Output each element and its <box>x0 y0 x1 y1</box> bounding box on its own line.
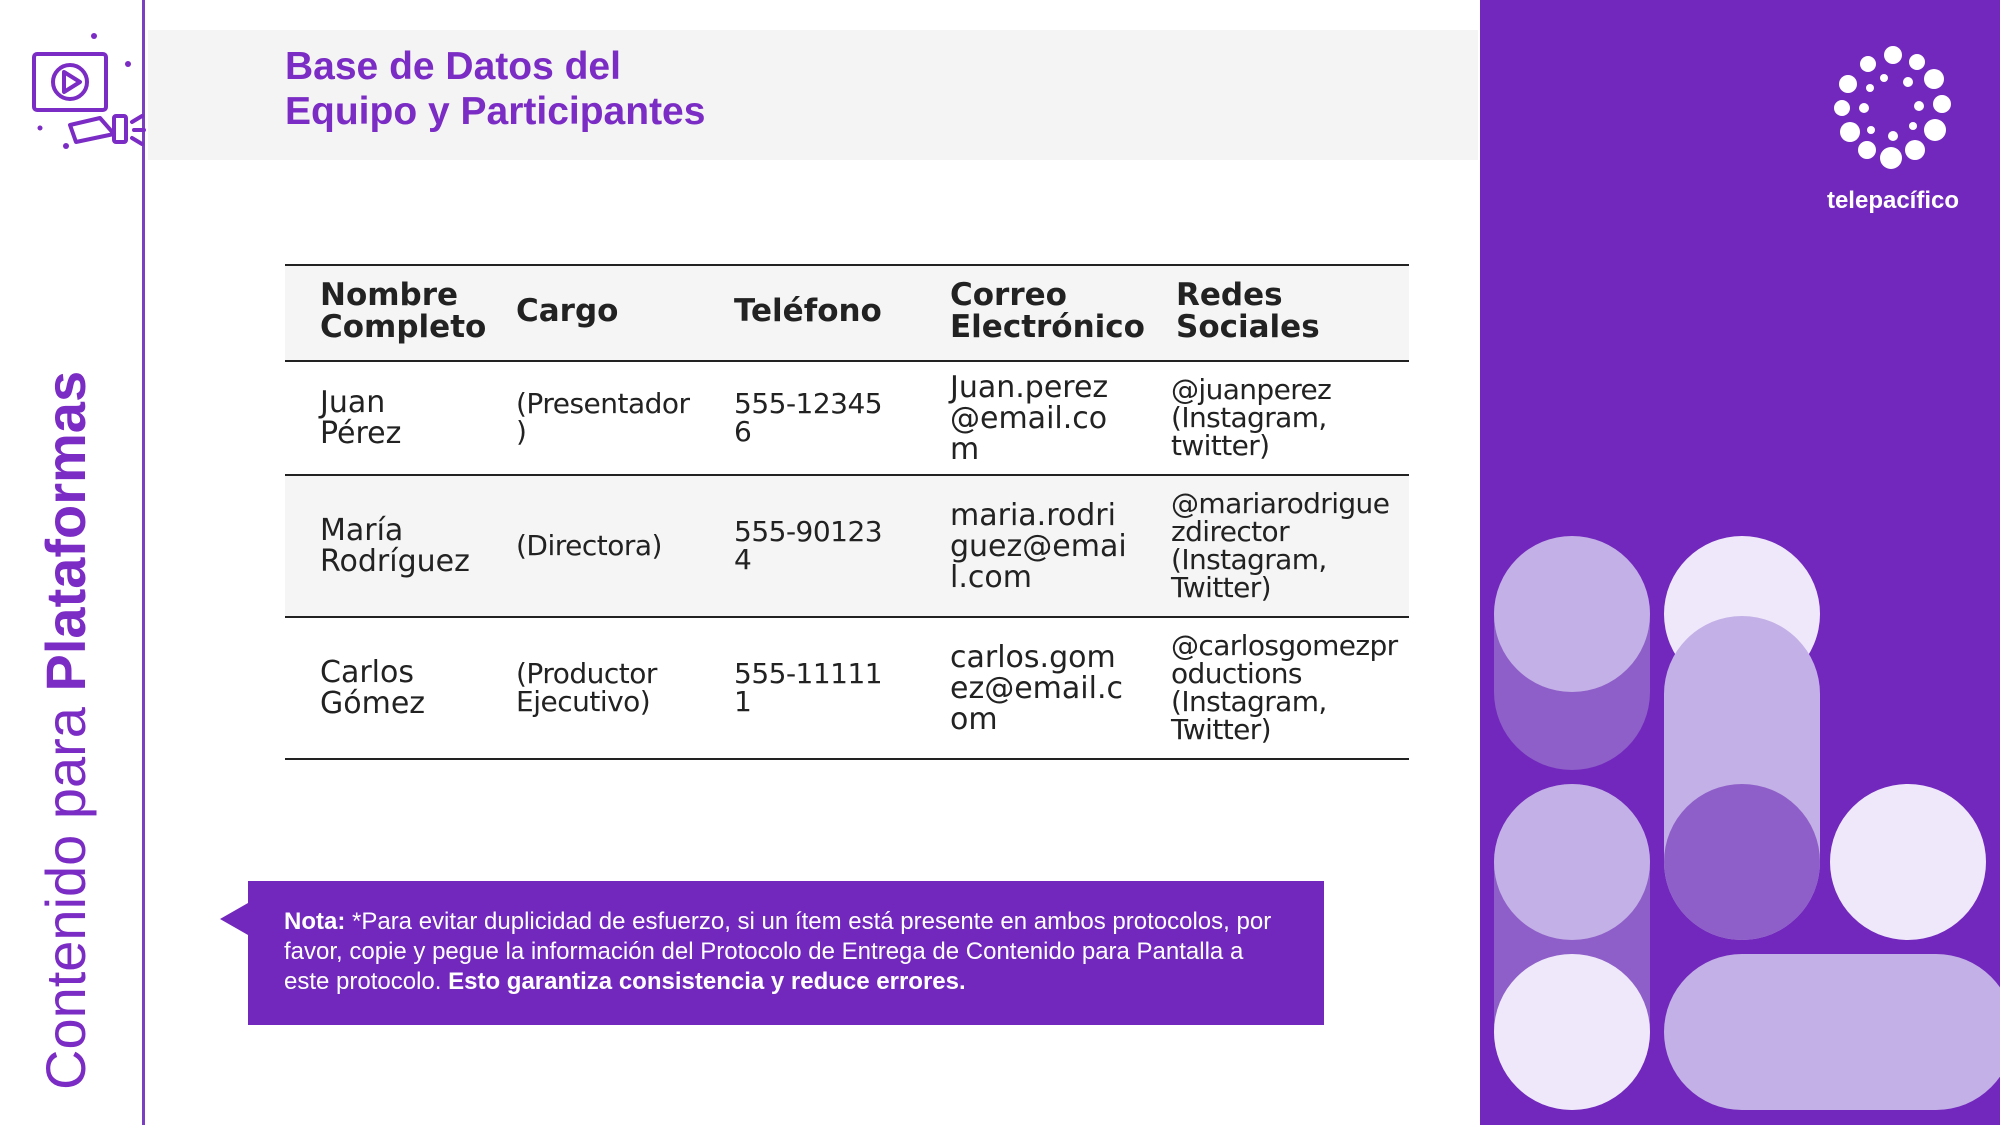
header-role: Cargo <box>481 265 699 361</box>
cell-email: carlos.gomez@email.com <box>915 617 1141 759</box>
page-title-line-1: Base de Datos del <box>285 45 621 88</box>
cell-name: Carlos Gómez <box>285 617 481 759</box>
note-body: *Para evitar duplicidad de esfuerzo, si un ítem está presente en ambos protocolos, por favor, copie y pegue la información del Protocolo de Entrega de Contenido para Pantalla a este protocolo. <box>284 908 1272 995</box>
cell-phone: 555-90123 4 <box>699 475 915 617</box>
cell-email: Juan.perez@email.com <box>915 361 1141 475</box>
section-title-bold: Plataformas <box>34 370 97 692</box>
cell-social: @juanperez (Instagram, twitter) <box>1141 361 1409 475</box>
header-phone: Teléfono <box>699 265 915 361</box>
header-band <box>148 30 1478 160</box>
header-name: Nombre Completo <box>285 265 481 361</box>
page-title-line-2: Equipo y Participantes <box>285 90 706 133</box>
cell-role: (Productor Ejecutivo) <box>481 617 699 759</box>
video-megaphone-icon <box>28 30 148 155</box>
page-title <box>285 44 1085 134</box>
table-header-row <box>285 265 1409 361</box>
cell-role: (Presentador) <box>481 361 699 475</box>
decorative-shapes <box>1480 0 2000 1125</box>
cell-name: María Rodríguez <box>285 475 481 617</box>
cell-email: maria.rodriguez@email.com <box>915 475 1141 617</box>
cell-social: @mariarodriguezdirector (Instagram, Twitter) <box>1141 475 1409 617</box>
note-emphasis: Esto garantiza consistencia y reduce errores. <box>448 968 966 995</box>
cell-phone: 555-11111 1 <box>699 617 915 759</box>
cell-social: @carlosgomezproductions (Instagram, Twitter) <box>1141 617 1409 759</box>
vertical-section-title <box>34 370 97 1090</box>
cell-name: Juan Pérez <box>285 361 481 475</box>
section-title-light: Contenido para <box>34 691 97 1090</box>
header-social: Redes Sociales <box>1141 265 1409 361</box>
cell-role: (Directora) <box>481 475 699 617</box>
table-row <box>285 475 1409 617</box>
header-email: Correo Electrónico <box>915 265 1141 361</box>
brand-panel <box>1480 0 2000 1125</box>
note-label: Nota: <box>284 908 346 935</box>
table-row <box>285 617 1409 759</box>
brand-name: telepacífico <box>1826 187 1960 214</box>
table-row <box>285 361 1409 475</box>
cell-phone: 555-12345 6 <box>699 361 915 475</box>
left-rail <box>0 0 145 1125</box>
note-callout <box>248 881 1324 1025</box>
team-table <box>285 264 1409 760</box>
